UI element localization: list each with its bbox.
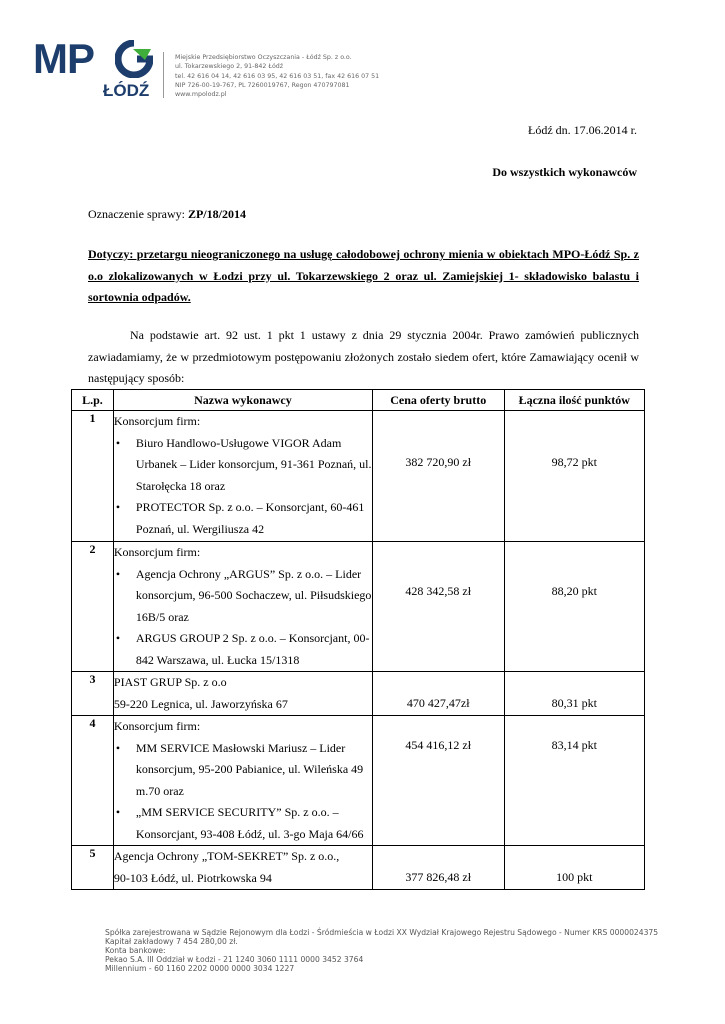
row-price: 382 720,90 zł <box>372 411 504 542</box>
table-row <box>72 411 645 542</box>
list-item: • „MM SERVICE SECURITY” Sp. z o.o. – Konsorcjant, 93-408 Łódź, ul. 3-go Maja 64/66 <box>136 802 372 845</box>
row-intro: Konsorcjum firm: <box>113 545 201 559</box>
table-header-row <box>72 390 645 411</box>
row-intro: Konsorcjum firm: <box>113 719 201 733</box>
letter-subject: Dotyczy: przetargu nieograniczonego na usługę całodobowej ochrony mienia w obiektach MPO-Łódź Sp. z o.o zlokalizowanych w Łodzi przy ul. Tokarzewskiego 2 oraz ul. Zamiejskiej 1- składowisko balastu i sortownia odpadów. <box>88 247 639 304</box>
footer-account-millennium: Millennium - 60 1160 2202 0000 0000 3034 1227 <box>105 963 295 973</box>
company-address: ul. Tokarzewskiego 2, 91-842 Łódź <box>175 63 284 71</box>
company-phone: tel. 42 616 04 14, 42 616 03 95, 42 616 03 51, fax 42 616 07 51 <box>175 72 380 80</box>
logo-letters: MP <box>33 35 94 82</box>
header-points: Łączna ilość punktów <box>504 390 645 411</box>
header-lp: L.p. <box>72 390 114 411</box>
row-price: 454 416,12 zł <box>372 716 504 846</box>
logo-text <box>33 35 94 82</box>
row-points: 88,20 pkt <box>504 542 645 672</box>
offers-table <box>71 389 645 890</box>
table-row <box>72 542 645 672</box>
list-item: • ARGUS GROUP 2 Sp. z o.o. – Konsorcjant, 00-842 Warszawa, ul. Łucka 15/1318 <box>136 628 372 671</box>
header-price: Cena oferty brutto <box>372 390 504 411</box>
row-contractor <box>113 411 372 542</box>
header-divider <box>163 52 164 98</box>
row-points: 80,31 pkt <box>504 672 645 716</box>
row-contractor <box>113 672 372 716</box>
row-points: 98,72 pkt <box>504 411 645 542</box>
row-line2: 90-103 Łódź, ul. Piotrkowska 94 <box>113 870 272 885</box>
logo-city: ŁÓDŹ <box>103 81 150 100</box>
row-lp: 1 <box>72 411 114 542</box>
row-lp: 2 <box>72 542 114 672</box>
footer-registration: Spółka zarejestrowana w Sądzie Rejonowym dla Łodzi - Śródmieścia w Łodzi XX Wydział Krajowego Rejestru Sądowego - Numer KRS 0000024375 <box>105 928 659 937</box>
list-item: • Agencja Ochrony „ARGUS” Sp. z o.o. – Lider konsorcjum, 96-500 Sochaczew, ul. Piłsudskiego 16B/5 oraz <box>136 564 372 629</box>
footer-accounts-label: Konta bankowe: <box>105 945 166 955</box>
company-logo <box>33 35 155 102</box>
row-line1: PIAST GRUP Sp. z o.o <box>113 675 227 689</box>
logo-arrow-icon <box>115 40 153 78</box>
row-contractor <box>113 542 372 672</box>
case-number: ZP/18/2014 <box>187 207 246 221</box>
row-contractor <box>113 846 372 890</box>
row-lp: 3 <box>72 672 114 716</box>
row-intro: Konsorcjum firm: <box>113 414 201 428</box>
letter-recipient: Do wszystkich wykonawców <box>492 165 637 179</box>
row-lp: 5 <box>72 846 114 890</box>
company-website: www.mpolodz.pl <box>175 91 227 99</box>
row-points: 100 pkt <box>504 846 645 890</box>
case-label: Oznaczenie sprawy: <box>88 207 188 221</box>
case-reference <box>88 207 246 221</box>
header-name: Nazwa wykonawcy <box>113 390 372 411</box>
company-name: Miejskie Przedsiębiorstwo Oczyszczania - Łódź Sp. z o.o. <box>175 54 352 61</box>
list-item: • PROTECTOR Sp. z o.o. – Konsorcjant, 60-461 Poznań, ul. Wergiliusza 42 <box>136 497 372 540</box>
row-contractor <box>113 716 372 846</box>
row-points: 83,14 pkt <box>504 716 645 846</box>
row-price: 470 427,47zł <box>372 672 504 716</box>
table-row <box>72 716 645 846</box>
footer-account-pekao: Pekao S.A. III Oddział w Łodzi - 21 1240 3060 1111 0000 3452 3764 <box>105 954 364 964</box>
company-info <box>175 53 385 99</box>
footer-capital: Kapitał zakładowy 7 454 280,00 zł. <box>105 936 238 946</box>
list-item: • Biuro Handlowo-Usługowe VIGOR Adam Urbanek – Lider konsorcjum, 91-361 Poznań, ul. Starołęcka 18 oraz <box>136 433 372 498</box>
list-item: • MM SERVICE Masłowski Mariusz – Lider konsorcjum, 95-200 Pabianice, ul. Wileńska 49 m.70 oraz <box>136 738 372 803</box>
row-line2: 59-220 Legnica, ul. Jaworzyńska 67 <box>113 696 288 711</box>
row-line1: Agencja Ochrony „TOM-SEKRET” Sp. z o.o., <box>113 849 340 863</box>
table-row <box>72 846 645 890</box>
row-lp: 4 <box>72 716 114 846</box>
letter-body: Na podstawie art. 92 ust. 1 pkt 1 ustawy z dnia 29 stycznia 2004r. Prawo zamówień publicznych zawiadamiamy, że w przedmiotowym postępowaniu złożonych zostało siedem ofert, które Zamawiający ocenił w następujący sposób: <box>88 328 639 385</box>
letter-date: Łódź dn. 17.06.2014 r. <box>528 123 637 137</box>
row-price: 428 342,58 zł <box>372 542 504 672</box>
row-price: 377 826,48 zł <box>372 846 504 890</box>
page-footer <box>105 929 658 974</box>
company-ids: NIP 726-00-19-767, PL 7260019767, Regon 470797081 <box>175 81 350 89</box>
table-row <box>72 672 645 716</box>
